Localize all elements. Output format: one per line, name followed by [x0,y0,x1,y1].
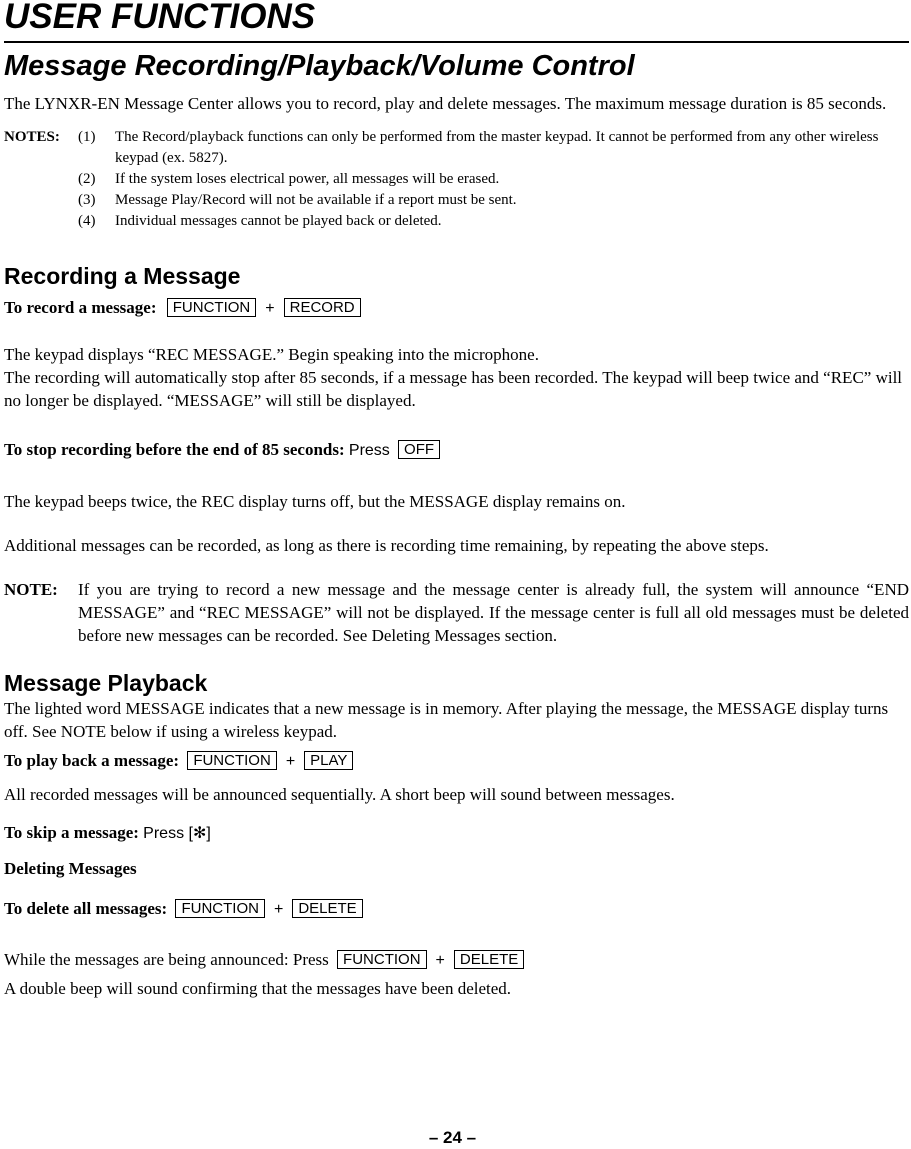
while-text: While the messages are being announced: Press [4,950,329,969]
play-key: PLAY [304,751,353,770]
record-label: To record a message: [4,298,157,317]
plus-sign: + [273,901,284,918]
note-text: The Record/playback functions can only be performed from the master keypad. It cannot be performed from any other wireless keypad (ex. 5827). [115,129,879,166]
recording-heading: Recording a Message [4,263,241,289]
note-item [4,127,909,169]
play-instruction [4,749,909,773]
note-text: Individual messages cannot be played back or deleted. [115,213,442,229]
delete-key: DELETE [292,899,362,918]
page-number: – 24 – [428,1128,477,1147]
off-key: OFF [398,440,440,459]
while-announced-instruction [4,948,909,972]
plus-sign: + [435,952,445,969]
note-item [4,190,909,211]
record-key: RECORD [284,298,361,317]
section-subtitle: Message Recording/Playback/Volume Control [4,50,635,82]
stop-label: To stop recording before the end of 85 seconds: [4,440,345,459]
record-instruction [4,296,909,320]
delete-label: To delete all messages: [4,899,168,918]
function-key: FUNCTION [167,298,257,317]
delete-key: DELETE [454,950,524,969]
note-item [4,169,909,190]
skip-label: To skip a message: [4,823,139,842]
function-key: FUNCTION [187,751,277,770]
note-number: (3) [78,192,96,208]
note-text: Message Play/Record will not be available if a report must be sent. [115,192,517,208]
play-label: To play back a message: [4,751,180,770]
notes-label: NOTES: [4,129,60,145]
delete-confirm-text: A double beep will sound confirming that the messages have been deleted. [4,979,512,998]
playback-heading: Message Playback [4,670,208,696]
recording-note [4,578,909,647]
notes-block [4,127,909,232]
playback-paragraph-2: All recorded messages will be announced sequentially. A short beep will sound between messages. [4,785,675,804]
record-paragraph-2: The recording will automatically stop after 85 seconds, if a message has been recorded. The keypad will beep twice and “REC” will no longer be displayed. “MESSAGE” will still be displayed. [4,368,903,410]
playback-paragraph-1: The lighted word MESSAGE indicates that a new message is in memory. After playing the message, the MESSAGE display turns off. See NOTE below if using a wireless keypad. [4,699,889,741]
plus-sign: + [265,300,275,317]
record-paragraph-4: Additional messages can be recorded, as long as there is recording time remaining, by repeating the above steps. [4,536,769,555]
delete-instruction [4,897,909,921]
page-title: USER FUNCTIONS [4,0,316,36]
intro-paragraph: The LYNXR-EN Message Center allows you to record, play and delete messages. The maximum message duration is 85 seconds. [4,94,887,113]
note-text: If the system loses electrical power, all messages will be erased. [115,171,500,187]
note-number: (2) [78,171,96,187]
function-key: FUNCTION [175,899,265,918]
record-paragraph-1: The keypad displays “REC MESSAGE.” Begin speaking into the microphone. [4,345,539,364]
deleting-heading: Deleting Messages [4,859,137,878]
function-key: FUNCTION [337,950,427,969]
page [4,0,909,1000]
skip-instruction [4,821,909,845]
skip-action: Press [✻] [143,825,211,842]
title-rule [4,41,909,43]
note-body: If you are trying to record a new message and the message center is already full, the system will announce “END MESSAGE” and “REC MESSAGE” will not be displayed. If the message center is full all old messages must be deleted before new messages can be recorded. See Deleting Messages section. [78,580,909,645]
stop-instruction [4,438,909,462]
note-number: (4) [78,213,96,229]
note-number: (1) [78,129,96,145]
note-item [4,211,909,232]
note-label: NOTE: [4,580,58,599]
record-paragraph-3: The keypad beeps twice, the REC display turns off, but the MESSAGE display remains on. [4,492,626,511]
plus-sign: + [285,753,296,770]
press-text: Press [348,442,390,459]
